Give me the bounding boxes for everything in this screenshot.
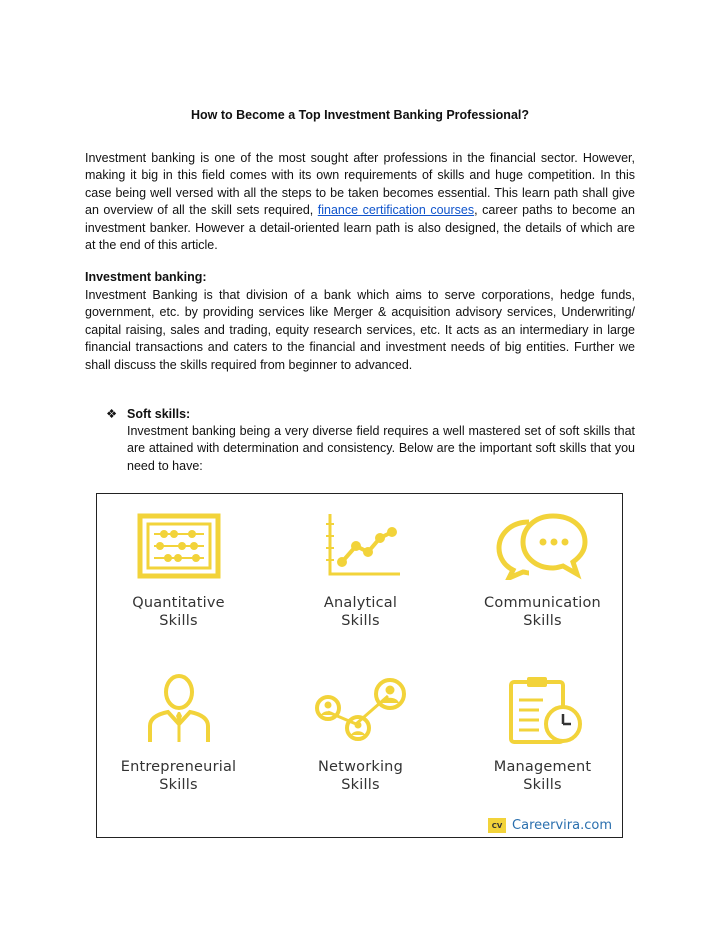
section-body: Investment Banking is that division of a bank which aims to serve corporations, hedge funds, government, etc. by providing services like Merger & acquisition advisory services, Underwriting/ capital raising, sales and trading, equity research services, etc. It acts as an intermediary in large financial transactions and caters to the financial and investment needs of big entities. Further we shall discuss the skills required from beginner to advanced. bbox=[85, 288, 635, 372]
skill-communication: Communication Skills bbox=[455, 512, 630, 630]
cv-logo-icon: CV bbox=[488, 818, 506, 833]
section-heading: Investment banking: bbox=[85, 270, 207, 284]
intro-paragraph bbox=[85, 150, 635, 254]
brand-name: Careervira.com bbox=[512, 818, 612, 833]
page-title: How to Become a Top Investment Banking Professional? bbox=[190, 108, 530, 122]
clipboard-clock-icon bbox=[493, 674, 593, 744]
skill-entrepreneurial: Entrepreneurial Skills bbox=[91, 674, 266, 794]
abacus-icon bbox=[134, 512, 224, 580]
intro-text: Investment banking is one of the most sought after professions in the financial sector. However, making it big in this field comes with its own requirements of skills and huge competition. In this case being well versed with all the steps to be taken becomes essential. This learn path shall give an overview of all the skill sets required, bbox=[85, 151, 635, 218]
finance-courses-link[interactable]: finance certification courses bbox=[317, 203, 475, 218]
intro-text-end: , career paths to become an investment banker. However a detail-oriented learn path is also designed, the details of which are at the end of this article. bbox=[85, 203, 635, 253]
bullet-heading bbox=[106, 406, 190, 421]
skill-analytical: Analytical Skills bbox=[273, 512, 448, 630]
soft-skills-infographic bbox=[96, 493, 623, 838]
speech-bubbles-icon bbox=[493, 512, 593, 580]
businessman-icon bbox=[134, 674, 224, 744]
skill-networking: Networking Skills bbox=[273, 674, 448, 794]
skill-management: Management Skills bbox=[455, 674, 630, 794]
network-people-icon bbox=[306, 674, 416, 744]
diamond-bullet-icon: ❖ bbox=[106, 407, 118, 421]
bullet-body: Investment banking being a very diverse field requires a well mastered set of soft skills that are attained with determination and consistency. Below are the important soft skills that you need to have: bbox=[127, 424, 635, 473]
skill-quantitative: Quantitative Skills bbox=[91, 512, 266, 630]
line-chart-icon bbox=[316, 512, 406, 580]
careervira-brand bbox=[488, 818, 612, 833]
bullet-heading-text: Soft skills: bbox=[127, 407, 191, 421]
